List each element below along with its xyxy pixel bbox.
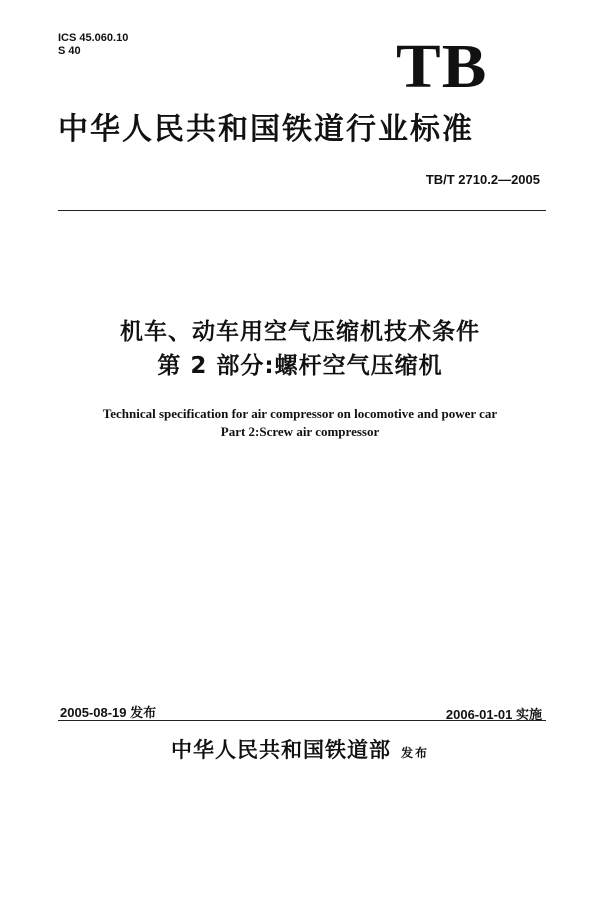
organization-title: 中华人民共和国铁道行业标准 (58, 112, 474, 147)
tb-logo: TB (396, 33, 488, 101)
classification-codes (58, 32, 128, 58)
title-en-line2: Part 2:Screw air compressor (220, 424, 380, 439)
standard-number: TB/T 2710.2—2005 (425, 172, 540, 187)
title-en-line1: Technical specification for air compressor on locomotive and power car (102, 406, 498, 421)
bottom-divider (58, 720, 546, 721)
issuer-suffix: 发布 (400, 746, 429, 760)
top-divider (58, 210, 546, 211)
chinese-title (0, 315, 600, 383)
implementation-date: 2006-01-01 实施 (445, 707, 542, 722)
title-zh-line2: 第 2 部分:螺杆空气压缩机 (157, 353, 443, 379)
issue-date: 2005-08-19 发布 (60, 705, 157, 720)
ics-code: ICS 45.060.10 (58, 32, 129, 44)
title-zh-line1: 机车、动车用空气压缩机技术条件 (120, 319, 480, 345)
category-code: S 40 (58, 45, 81, 57)
issuer-name: 中华人民共和国铁道部 (170, 737, 391, 762)
english-title (0, 405, 600, 441)
issuer (0, 735, 600, 768)
